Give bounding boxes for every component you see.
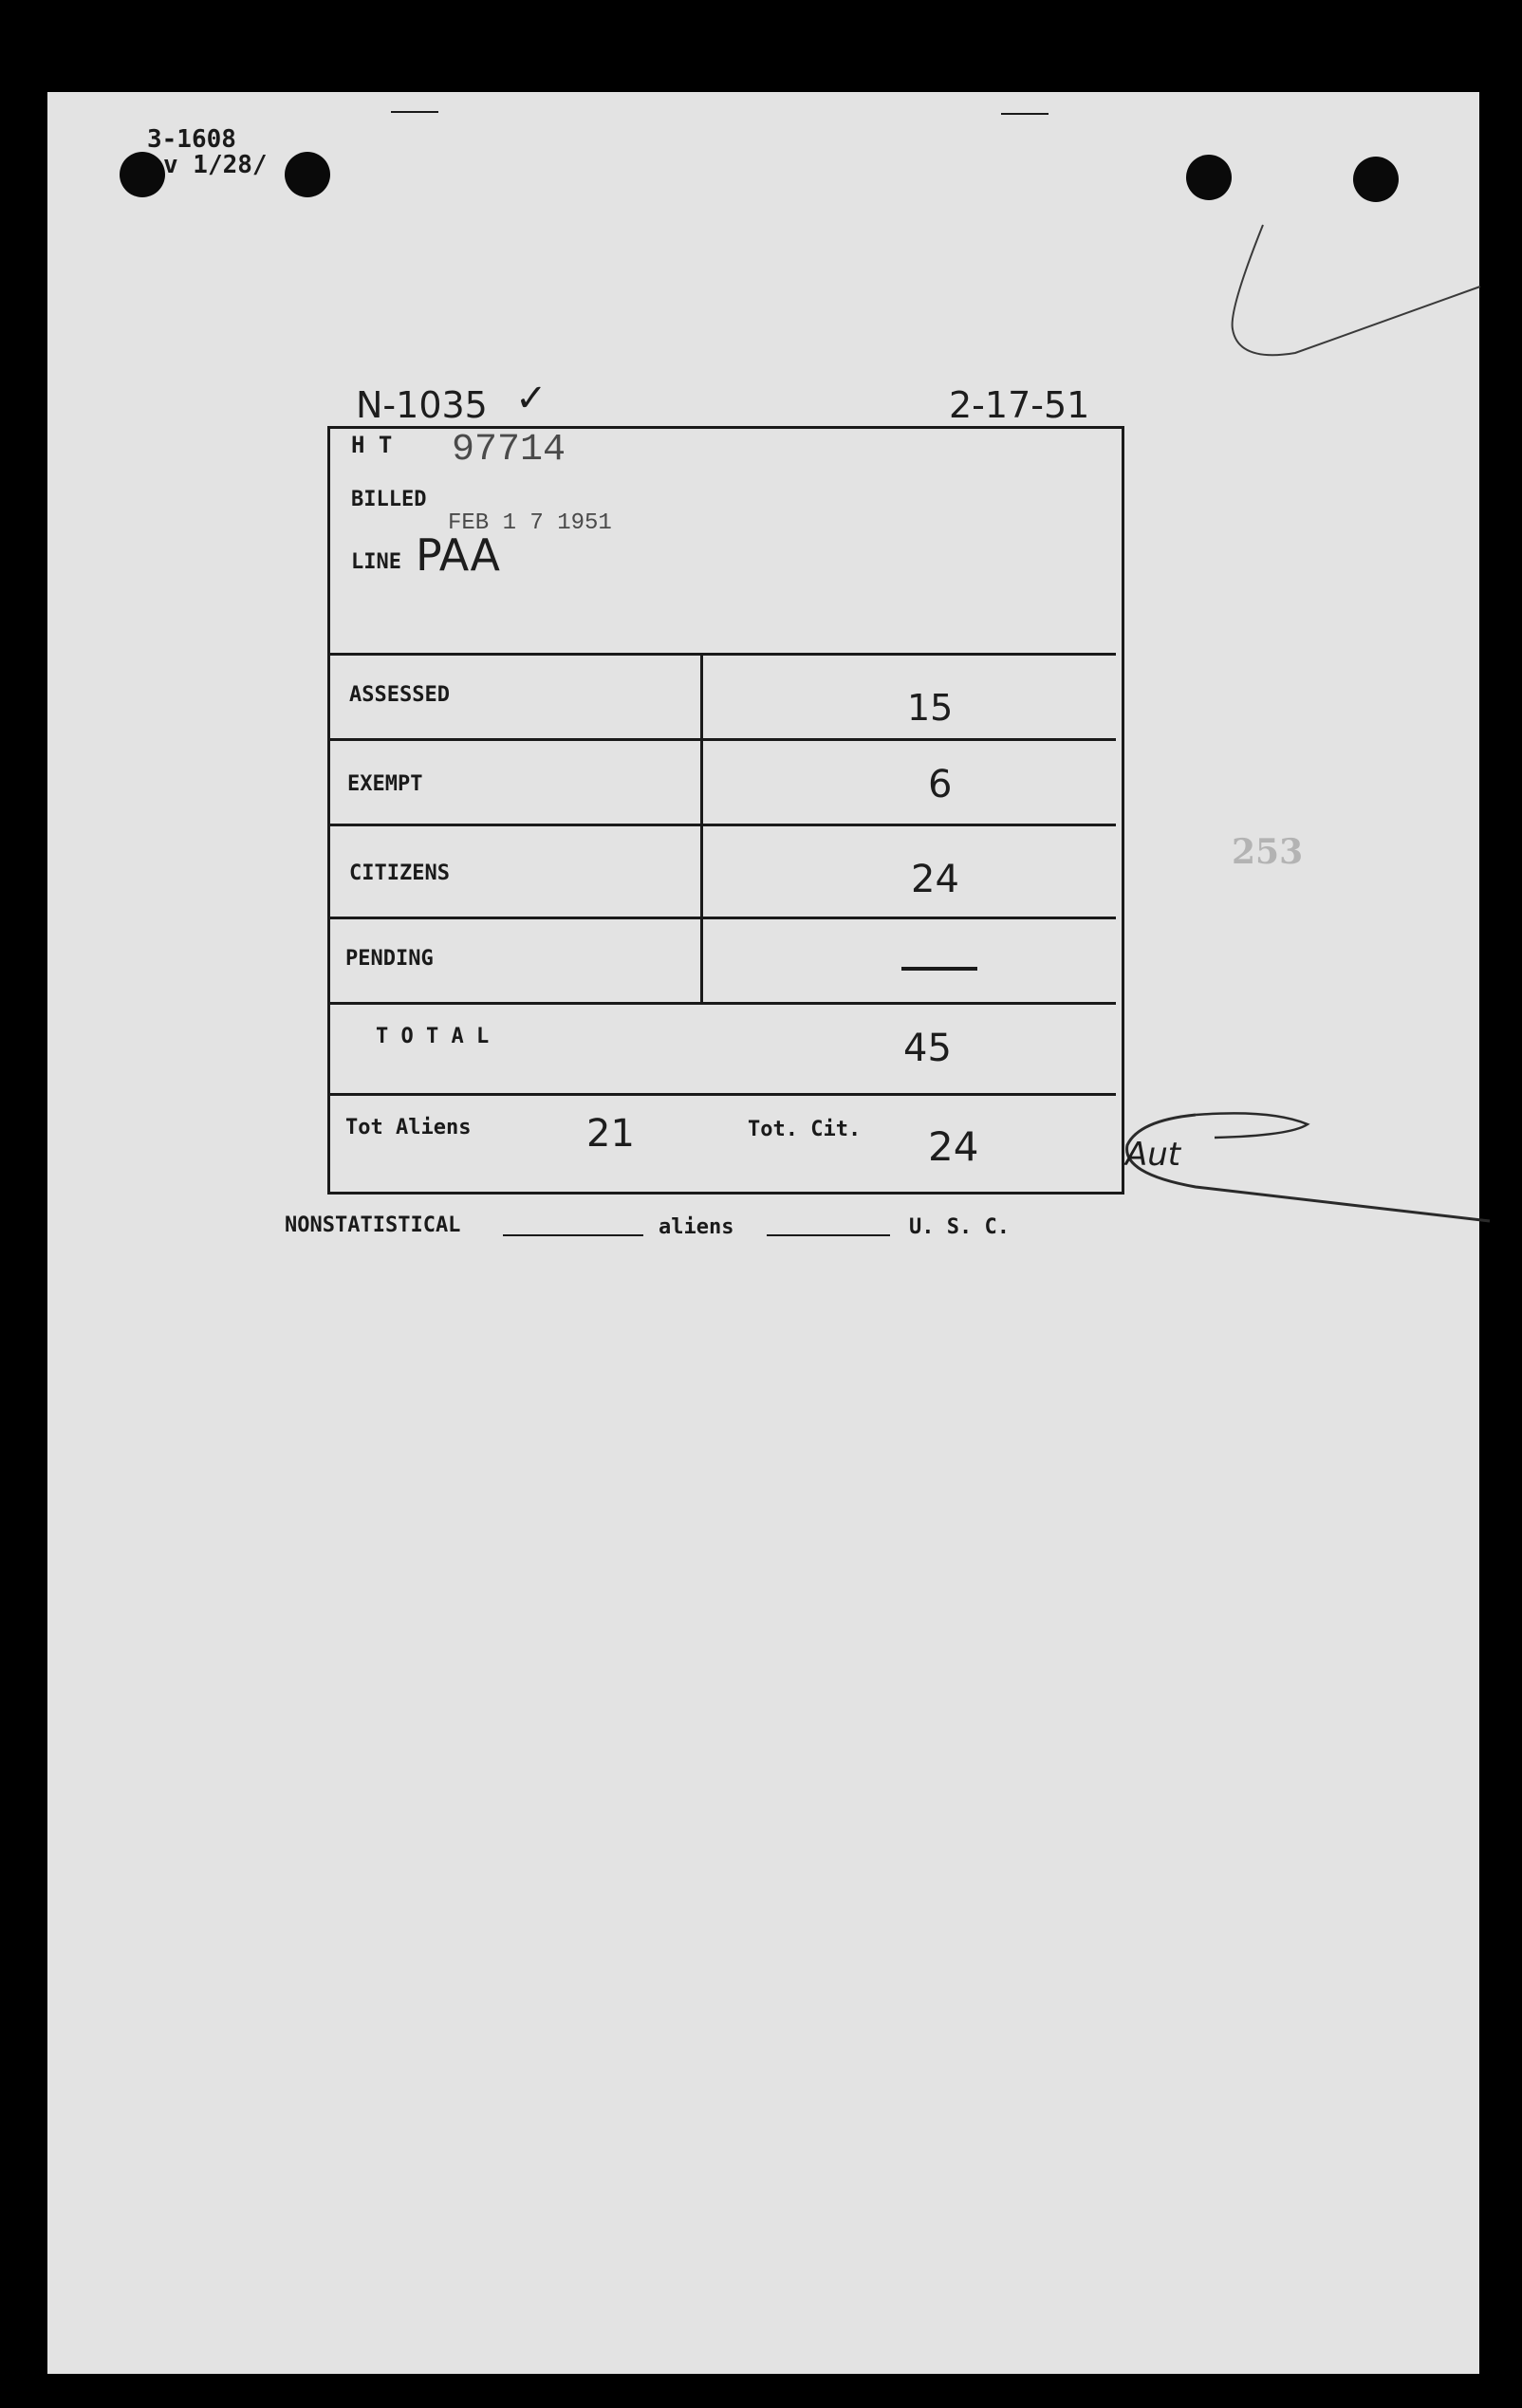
- nonstatistical-label: NONSTATISTICAL: [285, 1213, 461, 1237]
- tot-cit-label: Tot. Cit.: [748, 1118, 862, 1141]
- form-box: [327, 426, 1124, 1195]
- billed-label: BILLED: [351, 488, 427, 511]
- initials-loop: [1053, 1107, 1499, 1231]
- form-revision: v 1/28/: [163, 151, 268, 179]
- row-divider: [330, 738, 1116, 741]
- punch-hole: [285, 152, 330, 197]
- total-label: T O T A L: [376, 1025, 490, 1048]
- exempt-label: EXEMPT: [347, 772, 423, 796]
- form-number: 3-1608: [147, 125, 236, 154]
- page-number: 253: [1232, 832, 1304, 872]
- document-page: [47, 92, 1479, 2374]
- file-number: N-1035: [356, 384, 488, 426]
- row-divider: [330, 917, 1116, 919]
- exempt-value: 6: [928, 763, 953, 806]
- edge-mark: [1001, 113, 1049, 115]
- citizens-value: 24: [911, 858, 959, 901]
- row-divider: [330, 1093, 1116, 1096]
- initials: Aut: [1125, 1136, 1181, 1174]
- tot-aliens-label: Tot Aliens: [345, 1116, 472, 1139]
- pending-label: PENDING: [345, 947, 434, 971]
- form-date: 2-17-51: [949, 384, 1090, 426]
- assessed-label: ASSESSED: [349, 683, 450, 707]
- punch-hole: [120, 152, 165, 197]
- usc-blank: [767, 1234, 890, 1236]
- billed-date-stamp: FEB 1 7 1951: [448, 510, 612, 536]
- edge-mark: [391, 111, 438, 113]
- nonstat-usc-label: U. S. C.: [909, 1215, 1010, 1239]
- row-divider: [330, 1002, 1116, 1005]
- line-label: LINE: [351, 550, 401, 574]
- ht-number: 97714: [452, 429, 566, 472]
- line-value: PAA: [416, 529, 501, 581]
- assessed-value: 15: [907, 687, 954, 729]
- total-value: 45: [903, 1027, 952, 1070]
- column-divider: [700, 653, 703, 1002]
- pending-dash: [901, 967, 977, 971]
- citizens-label: CITIZENS: [349, 861, 450, 885]
- row-divider: [330, 824, 1116, 826]
- pencil-mark: [1219, 220, 1485, 410]
- nonstat-aliens-label: aliens: [659, 1215, 734, 1239]
- check-mark: ✓: [515, 377, 548, 420]
- punch-hole: [1186, 155, 1232, 200]
- aliens-blank: [503, 1234, 643, 1236]
- row-divider: [330, 653, 1116, 656]
- tot-aliens-value: 21: [586, 1112, 635, 1156]
- ht-label: H T: [351, 432, 393, 458]
- tot-cit-value: 24: [928, 1123, 979, 1170]
- punch-hole: [1353, 157, 1399, 202]
